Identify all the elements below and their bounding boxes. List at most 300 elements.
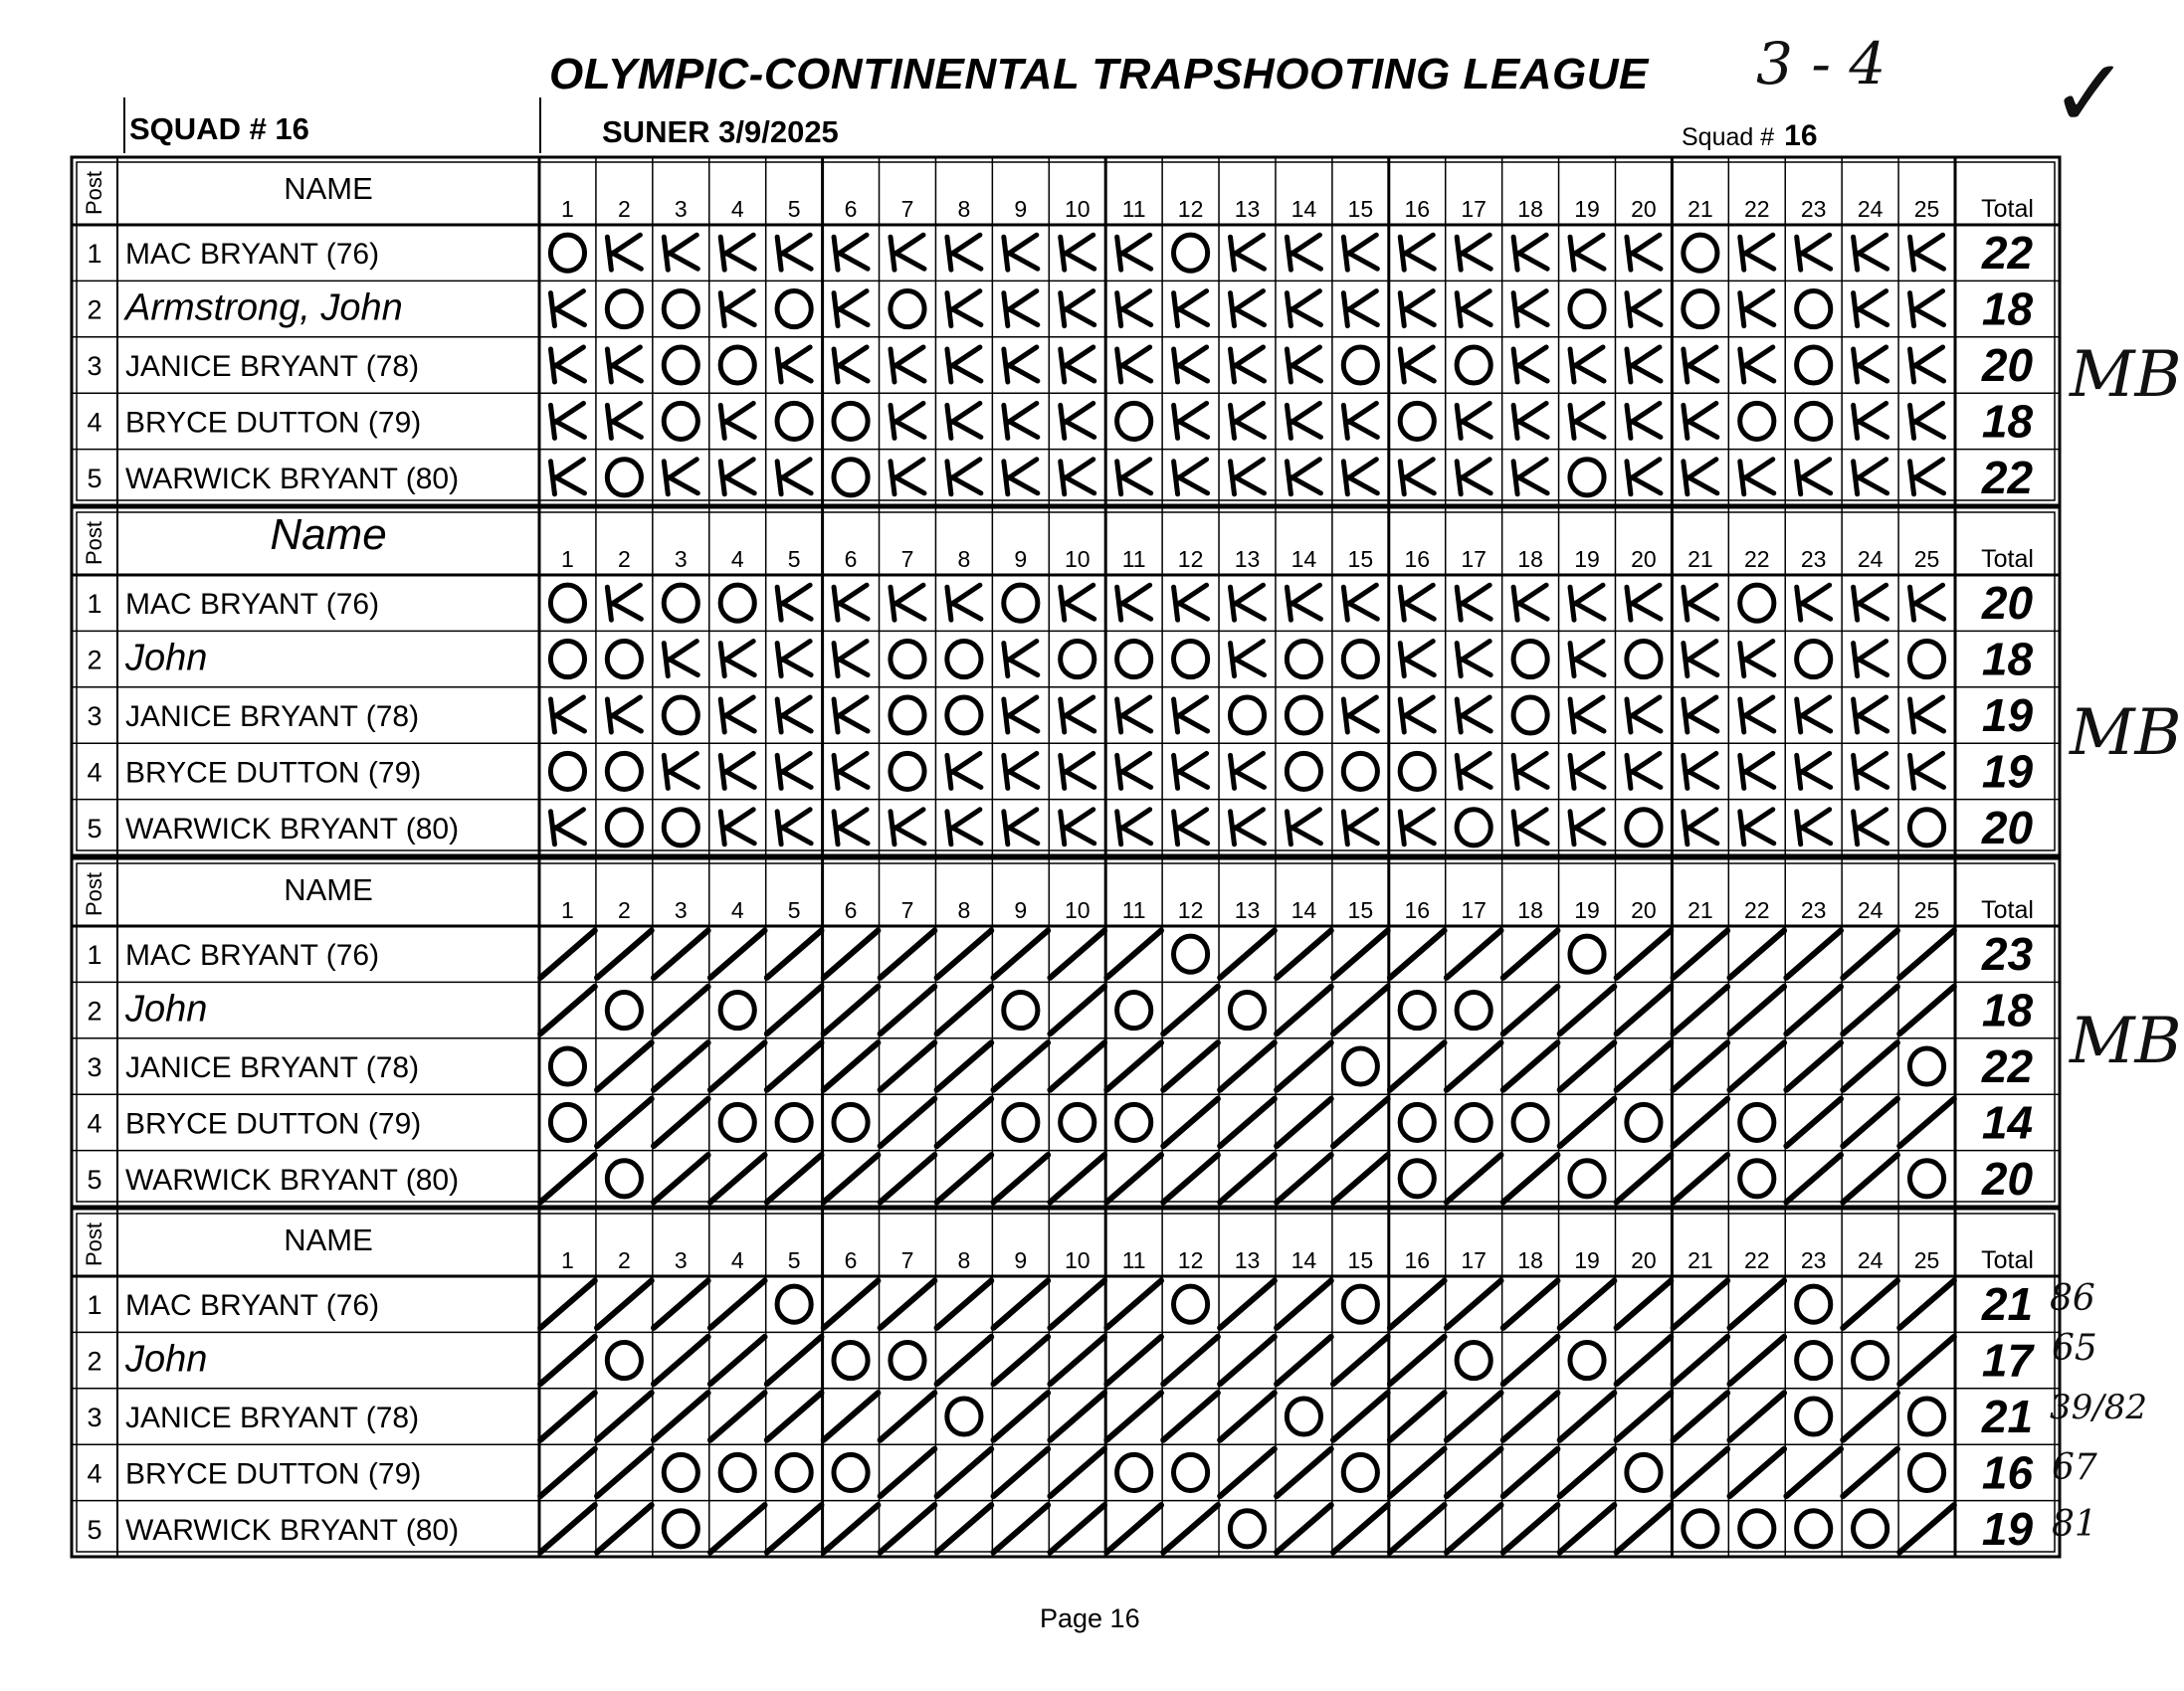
miss-mark [664, 810, 697, 846]
miss-mark [1627, 1454, 1661, 1490]
hit-mark [550, 347, 584, 382]
miss-mark [1230, 993, 1264, 1029]
hit-slash-mark [1447, 1505, 1501, 1552]
hit-slash-mark [597, 1505, 652, 1552]
hit-mark [1854, 347, 1887, 382]
hit-slash-mark [1333, 987, 1388, 1033]
hit-mark [1343, 291, 1377, 326]
hit-mark [550, 460, 584, 494]
hit-slash-mark [1786, 1042, 1841, 1089]
target-number-3: 3 [674, 897, 688, 923]
post-number: 1 [87, 239, 102, 270]
shooter-name: JANICE BRYANT (78) [125, 700, 420, 733]
hit-slash-mark [1786, 1155, 1841, 1202]
post-column-header: Post [82, 170, 106, 215]
hit-slash-mark [710, 931, 765, 978]
shooter-name: BRYCE DUTTON (79) [125, 1107, 422, 1141]
miss-mark [834, 460, 868, 495]
hit-mark [1231, 753, 1265, 788]
shooter-name: JANICE BRYANT (78) [125, 1051, 420, 1084]
row-total: 21 [1981, 1278, 2034, 1331]
target-number-7: 7 [900, 897, 914, 923]
hit-mark [1343, 403, 1377, 438]
miss-mark [1909, 642, 1943, 677]
hit-slash-mark [1843, 1099, 1897, 1146]
hit-slash-mark [993, 1155, 1048, 1202]
hit-mark [1117, 585, 1151, 620]
hit-slash-mark [1163, 1099, 1218, 1146]
hit-slash-mark [1050, 1505, 1104, 1552]
miss-mark [1287, 642, 1320, 677]
post-number: 2 [87, 294, 102, 325]
hit-mark [1627, 585, 1661, 620]
target-number-9: 9 [1014, 196, 1028, 222]
shooter-name: WARWICK BRYANT (80) [125, 462, 460, 495]
post-column-header: Post [82, 871, 106, 916]
miss-mark [607, 460, 641, 495]
name-column-header: NAME [284, 171, 373, 206]
row-total: 19 [1981, 1502, 2034, 1555]
hit-slash-mark [1390, 1337, 1445, 1384]
post-number: 2 [87, 996, 102, 1027]
hit-mark [1400, 585, 1434, 620]
miss-mark [1287, 1399, 1320, 1434]
target-number-17: 17 [1461, 546, 1487, 572]
hit-mark [1004, 403, 1038, 438]
hit-slash-mark [1560, 1042, 1615, 1089]
hit-mark [1061, 753, 1094, 788]
target-number-17: 17 [1461, 897, 1487, 923]
hit-slash-mark [1899, 931, 1954, 978]
hit-mark [607, 697, 641, 732]
hit-mark [1854, 403, 1887, 438]
hit-mark [1343, 235, 1377, 270]
miss-mark [777, 403, 811, 439]
miss-mark [607, 642, 641, 677]
target-number-19: 19 [1574, 196, 1600, 222]
post-number: 4 [87, 757, 102, 788]
hit-slash-mark [937, 1099, 992, 1146]
target-number-20: 20 [1631, 897, 1657, 923]
hit-mark [1627, 235, 1661, 270]
hit-mark [834, 642, 868, 676]
target-number-5: 5 [787, 546, 801, 572]
hit-slash-mark [937, 1449, 992, 1496]
hit-slash-mark [1503, 1042, 1558, 1089]
target-number-2: 2 [617, 897, 631, 923]
target-number-15: 15 [1347, 897, 1374, 923]
hit-mark [947, 753, 981, 788]
target-number-8: 8 [957, 1247, 971, 1273]
miss-mark [720, 1454, 754, 1490]
miss-mark [1117, 993, 1151, 1029]
hit-mark [1117, 810, 1151, 845]
hit-slash-mark [1333, 931, 1388, 978]
miss-mark [891, 642, 924, 677]
target-number-1: 1 [561, 1247, 574, 1273]
hit-mark [720, 403, 754, 438]
target-number-14: 14 [1291, 546, 1317, 572]
target-number-8: 8 [957, 196, 971, 222]
hit-mark [1457, 585, 1490, 620]
hit-slash-mark [937, 1281, 992, 1328]
hit-mark [720, 460, 754, 494]
hit-mark [1457, 642, 1490, 676]
miss-mark [1570, 1343, 1604, 1379]
miss-mark [1909, 1454, 1943, 1490]
miss-mark [1797, 1511, 1831, 1547]
hit-mark [1910, 403, 1944, 438]
hit-slash-mark [1333, 1393, 1388, 1439]
hit-mark [1400, 810, 1434, 845]
hit-slash-mark [1163, 1393, 1218, 1439]
hit-slash-mark [1390, 1449, 1445, 1496]
hit-slash-mark [1277, 1449, 1331, 1496]
hit-mark [1287, 810, 1320, 845]
hit-mark [834, 291, 868, 326]
miss-mark [1343, 347, 1377, 383]
checkmark-icon: ✓ [2050, 38, 2130, 149]
miss-mark [1457, 1104, 1490, 1140]
hit-slash-mark [1050, 1042, 1104, 1089]
initials-round-1: MB [2070, 338, 2182, 412]
hit-mark [777, 810, 811, 845]
miss-mark [1004, 993, 1038, 1029]
hit-mark [1117, 697, 1151, 732]
miss-mark [891, 1343, 924, 1379]
target-number-25: 25 [1913, 546, 1940, 572]
target-number-2: 2 [617, 1247, 631, 1273]
hit-slash-mark [540, 1155, 595, 1202]
hit-slash-mark [1899, 1337, 1954, 1384]
hit-slash-mark [1503, 1449, 1558, 1496]
initials-round-2: MB [2070, 696, 2182, 770]
target-number-16: 16 [1404, 196, 1431, 222]
hit-mark [1004, 753, 1038, 788]
hit-mark [1117, 753, 1151, 788]
target-number-10: 10 [1064, 546, 1091, 572]
hit-mark [1231, 810, 1265, 845]
miss-mark [1343, 753, 1377, 789]
hit-slash-mark [824, 1281, 879, 1328]
hit-mark [1457, 235, 1490, 270]
miss-mark [1797, 347, 1831, 383]
hit-slash-mark [1843, 1281, 1897, 1328]
miss-mark [1174, 1454, 1208, 1490]
hit-mark [891, 403, 924, 438]
hit-slash-mark [1674, 1099, 1728, 1146]
miss-mark [1061, 642, 1094, 677]
miss-mark [550, 235, 584, 271]
target-number-21: 21 [1688, 897, 1713, 923]
hit-slash-mark [1560, 987, 1615, 1033]
miss-mark [1287, 753, 1320, 789]
shooter-name: MAC BRYANT (76) [125, 238, 380, 272]
miss-mark [1570, 1161, 1604, 1197]
hit-mark [1740, 810, 1774, 845]
hit-slash-mark [1674, 1155, 1728, 1202]
shooter-name: WARWICK BRYANT (80) [125, 1163, 460, 1197]
hit-mark [1740, 460, 1774, 494]
hit-slash-mark [654, 1155, 708, 1202]
miss-mark [1117, 403, 1151, 439]
hit-mark [1513, 403, 1547, 438]
shooter-name: BRYCE DUTTON (79) [125, 1457, 422, 1491]
hit-slash-mark [1220, 1337, 1275, 1384]
hit-mark [891, 235, 924, 270]
miss-mark [891, 753, 924, 789]
hit-mark [1627, 403, 1661, 438]
hit-slash-mark [1899, 1505, 1954, 1552]
squad-number-value: 16 [1784, 119, 1818, 152]
target-number-10: 10 [1064, 1247, 1091, 1273]
miss-mark [777, 291, 811, 327]
target-number-14: 14 [1291, 196, 1317, 222]
hit-slash-mark [1447, 1393, 1501, 1439]
hit-mark [1400, 291, 1434, 326]
hit-mark [1174, 810, 1208, 845]
hit-slash-mark [654, 931, 708, 978]
shooter-name: MAC BRYANT (76) [125, 1289, 380, 1323]
total-column-header: Total [1981, 195, 2034, 223]
hit-mark [1513, 585, 1547, 620]
hit-mark [834, 753, 868, 788]
hit-mark [834, 810, 868, 845]
miss-mark [1909, 810, 1943, 846]
row-total: 18 [1981, 395, 2034, 448]
hit-slash-mark [597, 1449, 652, 1496]
hit-slash-mark [1843, 931, 1897, 978]
hit-mark [607, 585, 641, 620]
hit-mark [1570, 347, 1604, 382]
hit-slash-mark [1277, 1099, 1331, 1146]
target-number-18: 18 [1517, 897, 1543, 923]
row-total: 14 [1981, 1096, 2034, 1149]
hit-slash-mark [824, 1155, 879, 1202]
target-number-8: 8 [957, 546, 971, 572]
post-number: 1 [87, 940, 102, 971]
hit-mark [1231, 585, 1265, 620]
hit-slash-mark [1843, 1449, 1897, 1496]
miss-mark [1909, 1399, 1943, 1434]
post-number: 1 [87, 1290, 102, 1321]
target-number-2: 2 [617, 196, 631, 222]
target-number-25: 25 [1913, 1247, 1940, 1273]
hit-mark [1174, 291, 1208, 326]
miss-mark [1343, 1286, 1377, 1322]
target-number-12: 12 [1177, 196, 1204, 222]
shooter-name: Armstrong, John [125, 286, 403, 329]
hit-slash-mark [1106, 1042, 1161, 1089]
target-number-17: 17 [1461, 196, 1487, 222]
hit-mark [1684, 753, 1717, 788]
hit-mark [891, 810, 924, 845]
hit-mark [1231, 403, 1265, 438]
squad-label: SQUAD # 16 [129, 111, 309, 146]
miss-mark [1287, 697, 1320, 733]
target-number-20: 20 [1631, 196, 1657, 222]
hit-mark [1910, 585, 1944, 620]
miss-mark [550, 1104, 584, 1140]
hit-mark [1570, 753, 1604, 788]
hit-slash-mark [540, 1393, 595, 1439]
shooter-name: MAC BRYANT (76) [125, 588, 380, 622]
hit-mark [777, 642, 811, 676]
hit-slash-mark [540, 1505, 595, 1552]
target-number-14: 14 [1291, 897, 1317, 923]
miss-mark [1174, 642, 1208, 677]
row-total: 20 [1981, 577, 2034, 630]
hit-slash-mark [881, 1393, 935, 1439]
miss-mark [947, 697, 981, 733]
hit-mark [1854, 642, 1887, 676]
miss-mark [1797, 1286, 1831, 1322]
hit-mark [1513, 460, 1547, 494]
hit-mark [891, 585, 924, 620]
target-number-20: 20 [1631, 1247, 1657, 1273]
hit-slash-mark [1390, 1393, 1445, 1439]
hit-mark [1343, 697, 1377, 732]
miss-mark [720, 585, 754, 621]
hit-slash-mark [1106, 1505, 1161, 1552]
tally-note-2: 65 [2052, 1328, 2097, 1369]
hit-mark [1910, 460, 1944, 494]
target-number-15: 15 [1347, 196, 1374, 222]
target-number-12: 12 [1177, 897, 1204, 923]
hit-slash-mark [993, 1281, 1048, 1328]
hit-slash-mark [993, 931, 1048, 978]
target-number-21: 21 [1688, 196, 1713, 222]
hit-slash-mark [1277, 1505, 1331, 1552]
hit-mark [1854, 697, 1887, 732]
hit-slash-mark [597, 1393, 652, 1439]
hit-mark [1004, 697, 1038, 732]
hit-mark [1797, 235, 1831, 270]
hit-slash-mark [1617, 987, 1672, 1033]
target-number-17: 17 [1461, 1247, 1487, 1273]
target-number-9: 9 [1014, 546, 1028, 572]
target-number-12: 12 [1177, 546, 1204, 572]
hit-mark [1287, 347, 1320, 382]
hit-slash-mark [540, 1449, 595, 1496]
miss-mark [834, 1454, 868, 1490]
target-number-15: 15 [1347, 546, 1374, 572]
hit-mark [777, 347, 811, 382]
post-number: 4 [87, 407, 102, 438]
miss-mark [1684, 291, 1717, 327]
miss-mark [1343, 1454, 1377, 1490]
hit-mark [1400, 697, 1434, 732]
hit-mark [1004, 460, 1038, 494]
miss-mark [1061, 1104, 1094, 1140]
hit-slash-mark [824, 931, 879, 978]
target-number-24: 24 [1857, 1247, 1884, 1273]
hit-mark [1287, 291, 1320, 326]
miss-mark [607, 753, 641, 789]
target-number-23: 23 [1800, 196, 1827, 222]
miss-mark [1343, 1048, 1377, 1084]
target-number-22: 22 [1743, 897, 1770, 923]
hit-mark [1004, 291, 1038, 326]
hit-mark [1854, 235, 1887, 270]
hit-slash-mark [654, 1281, 708, 1328]
hit-slash-mark [881, 1281, 935, 1328]
miss-mark [664, 347, 697, 383]
miss-mark [1909, 1161, 1943, 1197]
target-number-19: 19 [1574, 546, 1600, 572]
hit-mark [1061, 347, 1094, 382]
hit-mark [550, 697, 584, 732]
hit-slash-mark [710, 1155, 765, 1202]
hit-slash-mark [1050, 1337, 1104, 1384]
hit-slash-mark [1560, 1449, 1615, 1496]
target-number-8: 8 [957, 897, 971, 923]
target-number-16: 16 [1404, 897, 1431, 923]
hit-slash-mark [540, 1337, 595, 1384]
total-column-header: Total [1981, 545, 2034, 573]
hit-slash-mark [1220, 1393, 1275, 1439]
hit-mark [777, 460, 811, 494]
hit-mark [1231, 291, 1265, 326]
hit-mark [891, 460, 924, 494]
hit-slash-mark [1163, 1337, 1218, 1384]
hit-slash-mark [881, 1449, 935, 1496]
miss-mark [1457, 810, 1490, 846]
hit-slash-mark [937, 987, 992, 1033]
target-number-22: 22 [1743, 1247, 1770, 1273]
hit-mark [1740, 753, 1774, 788]
hit-mark [1231, 460, 1265, 494]
hit-mark [947, 810, 981, 845]
hit-slash-mark [881, 987, 935, 1033]
hit-slash-mark [1617, 1505, 1672, 1552]
hit-slash-mark [1333, 1099, 1388, 1146]
hit-mark [1910, 347, 1944, 382]
hit-slash-mark [1617, 931, 1672, 978]
hit-slash-mark [1843, 1393, 1897, 1439]
row-total: 17 [1981, 1334, 2034, 1387]
hit-mark [1004, 347, 1038, 382]
hit-slash-mark [767, 1155, 822, 1202]
hit-mark [947, 585, 981, 620]
hit-slash-mark [767, 1393, 822, 1439]
hit-slash-mark [1674, 1337, 1728, 1384]
hit-mark [1910, 291, 1944, 326]
miss-mark [1740, 1511, 1774, 1547]
miss-mark [1230, 697, 1264, 733]
target-number-22: 22 [1743, 546, 1770, 572]
miss-mark [1174, 1286, 1208, 1322]
hit-slash-mark [881, 1155, 935, 1202]
hit-slash-mark [1729, 1042, 1784, 1089]
hit-slash-mark [1390, 1281, 1445, 1328]
hit-slash-mark [767, 1505, 822, 1552]
target-number-25: 25 [1913, 196, 1940, 222]
target-number-16: 16 [1404, 546, 1431, 572]
hit-slash-mark [1899, 987, 1954, 1033]
row-total: 22 [1981, 451, 2034, 503]
miss-mark [664, 1454, 697, 1490]
hit-slash-mark [1277, 1337, 1331, 1384]
hit-mark [1627, 347, 1661, 382]
name-column-header: NAME [284, 872, 373, 907]
shooter-name: JANICE BRYANT (78) [125, 350, 420, 383]
hit-mark [720, 697, 754, 732]
event-label: SUNER 3/9/2025 [602, 114, 839, 149]
miss-mark [1570, 460, 1604, 495]
row-total: 16 [1981, 1446, 2034, 1499]
tally-note-3: 39/82 [2050, 1388, 2147, 1427]
